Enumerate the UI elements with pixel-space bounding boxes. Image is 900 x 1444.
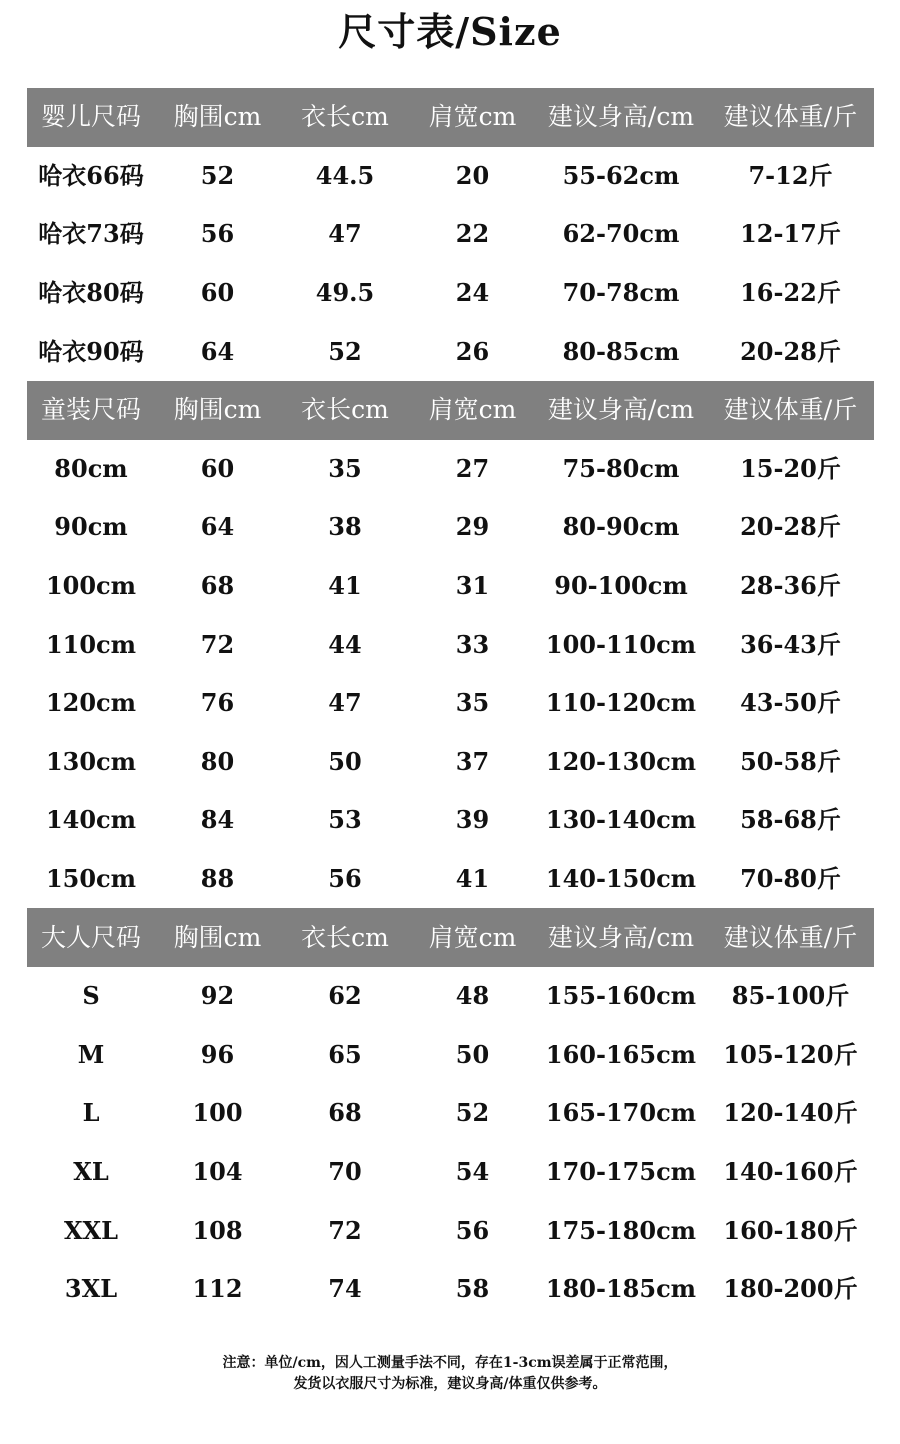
cell-length: 68: [328, 1098, 362, 1128]
cell-shoulder: 33: [455, 629, 490, 659]
cell-length: 52: [328, 336, 362, 366]
cell-height: 175-180cm: [545, 1215, 697, 1245]
table-row: [27, 1260, 874, 1319]
header-shoulder: 肩宽cm: [428, 922, 517, 952]
cell-length: 56: [328, 864, 362, 894]
cell-chest: 60: [200, 453, 235, 483]
cell-weight: 105-120斤: [723, 1039, 858, 1069]
cell-chest: 92: [200, 981, 235, 1011]
cell-chest: 100: [192, 1098, 243, 1128]
cell-height: 130-140cm: [545, 805, 697, 835]
table-row: [27, 498, 874, 557]
cell-weight: 50-58斤: [740, 746, 841, 776]
cell-size: 120cm: [45, 688, 137, 718]
table-row: [27, 1026, 874, 1085]
cell-length: 53: [328, 805, 362, 835]
cell-size: S: [82, 981, 100, 1011]
cell-size: 哈衣66码: [38, 160, 144, 190]
cell-shoulder: 54: [455, 1156, 490, 1186]
cell-height: 165-170cm: [545, 1098, 697, 1128]
cell-weight: 70-80斤: [740, 864, 841, 894]
cell-weight: 20-28斤: [740, 512, 841, 542]
cell-shoulder: 58: [455, 1274, 490, 1304]
cell-height: 80-85cm: [562, 336, 680, 366]
cell-length: 72: [328, 1215, 362, 1245]
cell-height: 80-90cm: [562, 512, 680, 542]
cell-length: 70: [328, 1156, 362, 1186]
cell-length: 49.5: [315, 278, 375, 308]
table-row: [27, 147, 874, 206]
cell-chest: 64: [200, 512, 235, 542]
note-line-1: 注意：单位/cm，因人工测量手法不同，存在1-3cm误差属于正常范围，: [222, 1355, 678, 1371]
cell-chest: 84: [200, 805, 235, 835]
table-row: [27, 791, 874, 850]
header-length: 衣长cm: [301, 395, 389, 425]
header-shoulder: 肩宽cm: [428, 102, 517, 132]
cell-chest: 108: [192, 1215, 243, 1245]
cell-size: 140cm: [45, 805, 137, 835]
cell-height: 70-78cm: [562, 278, 680, 308]
table-row: [27, 674, 874, 733]
cell-shoulder: 48: [455, 981, 490, 1011]
cell-height: 62-70cm: [562, 219, 680, 249]
cell-weight: 36-43斤: [740, 629, 841, 659]
cell-height: 110-120cm: [545, 688, 697, 718]
note-line-2: 发货以衣服尺寸为标准，建议身高/体重仅供参考。: [293, 1376, 607, 1392]
table-row: [27, 1143, 874, 1202]
header-height: 建议身高/cm: [547, 395, 695, 425]
cell-weight: 180-200斤: [723, 1274, 858, 1304]
table-row: [27, 205, 874, 264]
cell-height: 140-150cm: [545, 864, 697, 894]
table-row: [27, 322, 874, 381]
header-size: 童装尺码: [40, 395, 141, 425]
cell-length: 50: [328, 746, 362, 776]
cell-size: 150cm: [45, 864, 137, 894]
cell-size: 90cm: [54, 512, 128, 542]
table-row: [27, 1084, 874, 1143]
cell-size: XL: [73, 1156, 109, 1186]
cell-shoulder: 35: [455, 688, 490, 718]
table-row: [27, 850, 874, 909]
cell-size: M: [77, 1039, 105, 1069]
cell-chest: 68: [200, 571, 235, 601]
cell-shoulder: 56: [455, 1215, 490, 1245]
cell-weight: 85-100斤: [731, 981, 850, 1011]
table-row: [27, 615, 874, 674]
cell-length: 47: [328, 219, 362, 249]
header-size: 大人尺码: [40, 922, 141, 952]
size-note: [0, 1353, 900, 1395]
cell-size: 哈衣80码: [38, 278, 144, 308]
cell-shoulder: 37: [455, 746, 490, 776]
adult-header-row: [27, 908, 874, 967]
cell-chest: 72: [200, 629, 235, 659]
table-row: [27, 967, 874, 1026]
cell-chest: 52: [200, 160, 235, 190]
table-row: [27, 440, 874, 499]
table-row: [27, 264, 874, 323]
cell-chest: 56: [200, 219, 235, 249]
cell-height: 100-110cm: [545, 629, 697, 659]
cell-weight: 15-20斤: [740, 453, 841, 483]
cell-length: 65: [328, 1039, 362, 1069]
table-row: [27, 733, 874, 792]
cell-chest: 76: [200, 688, 235, 718]
cell-size: 哈衣90码: [38, 336, 144, 366]
header-chest: 胸围cm: [173, 102, 262, 132]
header-weight: 建议体重/斤: [723, 395, 858, 425]
header-length: 衣长cm: [301, 102, 389, 132]
cell-shoulder: 29: [455, 512, 490, 542]
adult-rows: [27, 967, 874, 1319]
kids-rows: [27, 440, 874, 909]
cell-chest: 96: [200, 1039, 235, 1069]
cell-weight: 160-180斤: [723, 1215, 858, 1245]
cell-length: 38: [328, 512, 362, 542]
table-row: [27, 557, 874, 616]
cell-chest: 60: [200, 278, 235, 308]
cell-shoulder: 31: [455, 571, 490, 601]
cell-chest: 112: [192, 1274, 243, 1304]
cell-size: 哈衣73码: [38, 219, 144, 249]
header-chest: 胸围cm: [173, 395, 262, 425]
infant-rows: [27, 147, 874, 381]
cell-size: 100cm: [45, 571, 137, 601]
cell-shoulder: 41: [455, 864, 490, 894]
cell-length: 41: [328, 571, 362, 601]
kids-section: [27, 381, 874, 908]
cell-weight: 28-36斤: [740, 571, 841, 601]
cell-height: 170-175cm: [545, 1156, 697, 1186]
cell-height: 90-100cm: [554, 571, 688, 601]
cell-shoulder: 20: [455, 160, 490, 190]
cell-shoulder: 26: [455, 336, 490, 366]
cell-length: 47: [328, 688, 362, 718]
cell-chest: 64: [200, 336, 235, 366]
table-row: [27, 1201, 874, 1260]
cell-shoulder: 24: [455, 278, 490, 308]
cell-weight: 120-140斤: [723, 1098, 858, 1128]
cell-shoulder: 39: [455, 805, 490, 835]
cell-height: 160-165cm: [545, 1039, 697, 1069]
size-table: [27, 88, 874, 1318]
cell-length: 74: [328, 1274, 362, 1304]
cell-weight: 43-50斤: [740, 688, 841, 718]
cell-length: 62: [328, 981, 362, 1011]
cell-weight: 140-160斤: [723, 1156, 858, 1186]
cell-size: 80cm: [54, 453, 128, 483]
header-weight: 建议体重/斤: [723, 922, 858, 952]
cell-shoulder: 52: [455, 1098, 490, 1128]
cell-length: 44.5: [315, 160, 375, 190]
cell-height: 75-80cm: [562, 453, 680, 483]
cell-size: XXL: [63, 1215, 119, 1245]
cell-size: 110cm: [45, 629, 137, 659]
cell-size: 130cm: [45, 746, 137, 776]
cell-chest: 88: [200, 864, 235, 894]
cell-size: L: [82, 1098, 100, 1128]
header-shoulder: 肩宽cm: [428, 395, 517, 425]
cell-chest: 104: [192, 1156, 243, 1186]
header-height: 建议身高/cm: [547, 922, 695, 952]
page-title: 尺寸表/Size: [338, 9, 562, 54]
header-size: 婴儿尺码: [40, 102, 141, 132]
cell-height: 120-130cm: [545, 746, 697, 776]
infant-header-row: [27, 88, 874, 147]
adult-section: [27, 908, 874, 1318]
cell-shoulder: 27: [455, 453, 490, 483]
cell-chest: 80: [200, 746, 235, 776]
cell-height: 55-62cm: [562, 160, 680, 190]
cell-weight: 20-28斤: [740, 336, 841, 366]
infant-section: [27, 88, 874, 381]
cell-length: 44: [328, 629, 362, 659]
cell-length: 35: [328, 453, 362, 483]
cell-height: 180-185cm: [545, 1274, 697, 1304]
cell-weight: 58-68斤: [740, 805, 841, 835]
cell-size: 3XL: [64, 1274, 118, 1304]
header-chest: 胸围cm: [173, 922, 262, 952]
kids-header-row: [27, 381, 874, 440]
cell-shoulder: 22: [455, 219, 490, 249]
cell-shoulder: 50: [455, 1039, 490, 1069]
header-weight: 建议体重/斤: [723, 102, 858, 132]
cell-height: 155-160cm: [545, 981, 697, 1011]
cell-weight: 16-22斤: [740, 278, 841, 308]
header-height: 建议身高/cm: [547, 102, 695, 132]
cell-weight: 7-12斤: [748, 160, 833, 190]
header-length: 衣长cm: [301, 922, 389, 952]
cell-weight: 12-17斤: [740, 219, 841, 249]
